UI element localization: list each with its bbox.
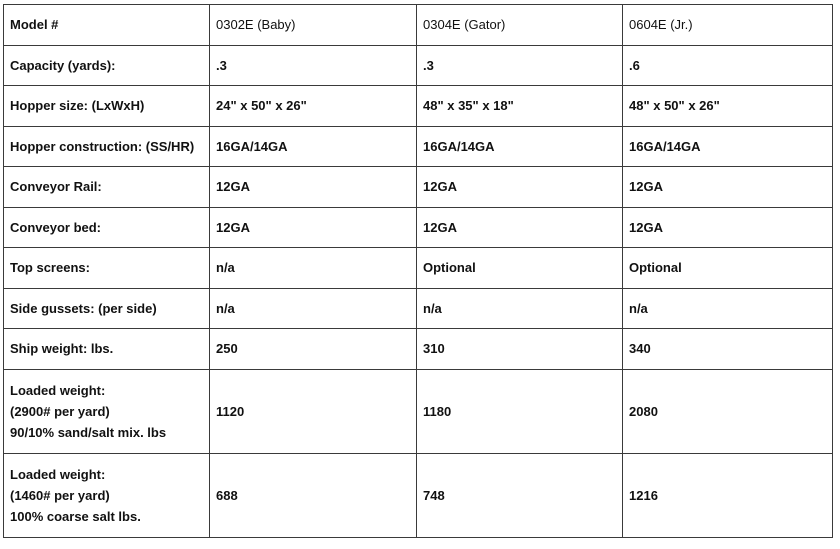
- row-label: Loaded weight: (1460# per yard) 100% coarse salt lbs.: [4, 453, 210, 537]
- value-cell: n/a: [210, 248, 417, 289]
- value-cell: 16GA/14GA: [210, 126, 417, 167]
- row-label: Hopper size: (LxWxH): [4, 86, 210, 127]
- header-label: Model #: [4, 5, 210, 46]
- table-row: [4, 86, 833, 127]
- table-row: [4, 329, 833, 370]
- value-cell: 1216: [623, 453, 833, 537]
- row-label: Loaded weight: (2900# per yard) 90/10% sand/salt mix. lbs: [4, 369, 210, 453]
- model-cell: 0604E (Jr.): [623, 5, 833, 46]
- value-cell: .3: [210, 45, 417, 86]
- value-cell: .3: [417, 45, 623, 86]
- spec-table: [3, 4, 833, 538]
- value-cell: Optional: [417, 248, 623, 289]
- row-label: Conveyor Rail:: [4, 167, 210, 208]
- value-cell: 48" x 50" x 26": [623, 86, 833, 127]
- header-row: [4, 5, 833, 46]
- value-cell: 748: [417, 453, 623, 537]
- value-cell: .6: [623, 45, 833, 86]
- value-cell: 12GA: [623, 207, 833, 248]
- value-cell: n/a: [623, 288, 833, 329]
- value-cell: 24" x 50" x 26": [210, 86, 417, 127]
- table-row: [4, 453, 833, 537]
- table-row: [4, 126, 833, 167]
- value-cell: 688: [210, 453, 417, 537]
- value-cell: 48" x 35" x 18": [417, 86, 623, 127]
- table-row: [4, 207, 833, 248]
- row-label: Capacity (yards):: [4, 45, 210, 86]
- table-row: [4, 369, 833, 453]
- value-cell: n/a: [417, 288, 623, 329]
- model-cell: 0304E (Gator): [417, 5, 623, 46]
- value-cell: 310: [417, 329, 623, 370]
- table-row: [4, 248, 833, 289]
- value-cell: 12GA: [417, 167, 623, 208]
- row-label: Ship weight: lbs.: [4, 329, 210, 370]
- value-cell: 2080: [623, 369, 833, 453]
- value-cell: 250: [210, 329, 417, 370]
- value-cell: 1180: [417, 369, 623, 453]
- value-cell: n/a: [210, 288, 417, 329]
- row-label: Conveyor bed:: [4, 207, 210, 248]
- value-cell: 12GA: [210, 207, 417, 248]
- value-cell: 12GA: [417, 207, 623, 248]
- model-cell: 0302E (Baby): [210, 5, 417, 46]
- table-row: [4, 167, 833, 208]
- table-row: [4, 45, 833, 86]
- table-row: [4, 288, 833, 329]
- value-cell: 16GA/14GA: [623, 126, 833, 167]
- row-label: Top screens:: [4, 248, 210, 289]
- row-label: Hopper construction: (SS/HR): [4, 126, 210, 167]
- value-cell: 12GA: [210, 167, 417, 208]
- value-cell: 1120: [210, 369, 417, 453]
- value-cell: 340: [623, 329, 833, 370]
- value-cell: 12GA: [623, 167, 833, 208]
- value-cell: 16GA/14GA: [417, 126, 623, 167]
- value-cell: Optional: [623, 248, 833, 289]
- row-label: Side gussets: (per side): [4, 288, 210, 329]
